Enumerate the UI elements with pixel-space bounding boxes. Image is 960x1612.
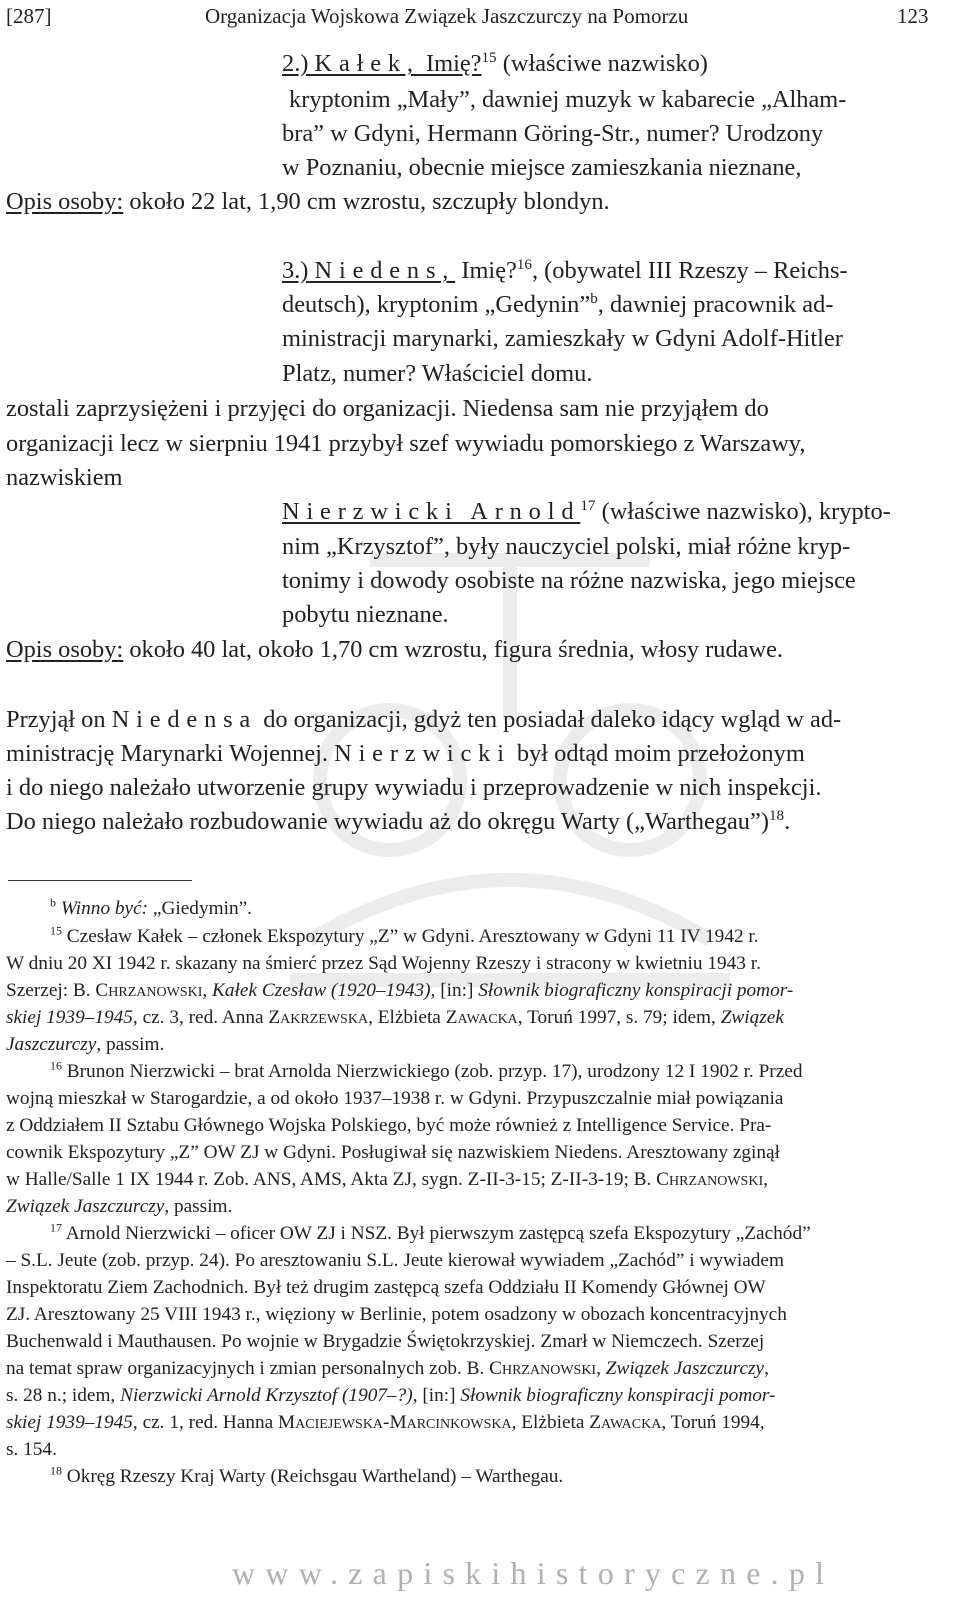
footnote-ref-18: 18: [768, 807, 785, 824]
entry-2-line-4: w Poznaniu, obecnie miejsce zamieszkania nieznane,: [282, 154, 802, 181]
footnote-separator: [8, 880, 192, 881]
footnote-ref-b: b: [590, 290, 598, 307]
footnote-17-line-1: $^{17}$ Arnold Nierzwicki – oficer OW ZJ i NSZ. Był pierwszym zastępcą szefa Ekspozytury „Zachód”: [50, 1220, 811, 1244]
paragraph-1-line-1: zostali zaprzysiężeni i przyjęci do organizacji. Niedensa sam nie przyjąłem do: [6, 395, 769, 422]
page-bracket-number: [287]: [6, 4, 52, 28]
footnote-17-line-5: Buchenwald i Mauthausen. Po wojnie w Brygadzie Świętokrzyskiej. Zmarł w Niemczech. Szerzej: [6, 1331, 765, 1352]
entry-2-line-1: 2.) Kałek, Imię?$^{15}$ (właściwe nazwisko): [282, 49, 708, 77]
footnote-17-line-2: – S.L. Jeute (zob. przyp. 24). Po aresztowaniu S.L. Jeute kierował wywiadem „Zachód” i wywiadem: [6, 1250, 784, 1271]
entry-3-line-4: Platz, numer? Właściciel domu.: [282, 360, 593, 387]
arnold-description: Opis osoby: około 40 lat, około 1,70 cm wzrostu, figura średnia, włosy rudawe.: [6, 636, 784, 663]
footnote-16-line-3: z Oddziałem II Sztabu Głównego Wojska Polskiego, być może również z Intelligence Service. Pra-: [6, 1115, 772, 1136]
footnote-ref-15: 15: [481, 49, 497, 66]
name-nierzwicki-arnold: Nierzwicki Arnold: [282, 498, 581, 525]
page-number: 123: [897, 4, 929, 28]
name-niedensa: Niedensa: [111, 706, 258, 733]
footnote-15-line-3: Szerzej: B. Chrzanowski, Kałek Czesław (1920–1943), [in:] Słownik biograficzny konspiracji pomor-: [6, 980, 794, 1001]
footnote-17-line-8: skiej 1939–1945, cz. 1, red. Hanna Maciejewska-Marcinkowska, Elżbieta Zawacka, Toruń 1994,: [6, 1412, 765, 1433]
footnote-16-line-5: w Halle/Salle 1 IX 1944 r. Zob. ANS, AMS, Akta ZJ, sygn. Z-II-3-15; Z-II-3-19; B. Chrzanowski,: [6, 1169, 768, 1190]
paragraph-2-line-1: Przyjął on Niedensa do organizacji, gdyż ten posiadał daleko idący wgląd w ad-: [6, 706, 842, 733]
footnote-15-line-4: skiej 1939–1945, cz. 3, red. Anna Zakrzewska, Elżbieta Zawacka, Toruń 1997, s. 79; idem, Związek: [6, 1007, 784, 1028]
footnote-15-line-2: W dniu 20 XI 1942 r. skazany na śmierć przez Sąd Wojenny Rzeszy i stracony w kwietniu 1943 r.: [6, 953, 761, 974]
footnote-16-line-1: $^{16}$ Brunon Nierzwicki – brat Arnolda Nierzwickiego (zob. przyp. 17), urodzony 12 I 1902 r. Przed: [50, 1058, 803, 1082]
website-footer: www.zapiskihistoryczne.pl: [232, 1555, 835, 1591]
entry-3-line-1: 3.) Niedens, Imię?$^{16}$, (obywatel III Rzeszy – Reichs-: [282, 256, 848, 284]
footnote-ref-17: 17: [580, 497, 596, 514]
opis-label: Opis osoby:: [6, 636, 124, 663]
footnote-18: $^{18}$ Okręg Rzeszy Kraj Warty (Reichsgau Wartheland) – Warthegau.: [50, 1463, 564, 1487]
arnold-line-3: tonimy i dowody osobiste na różne nazwiska, jego miejsce: [282, 567, 856, 594]
footnote-17-line-6: na temat spraw organizacyjnych i zmian personalnych zob. B. Chrzanowski, Związek Jaszczurczy,: [6, 1358, 769, 1379]
name-nierzwicki: Nierzwicki: [334, 740, 511, 767]
footnote-16-line-2: wojną mieszkał w Starogardzie, a od około 1937–1938 r. w Gdyni. Przypuszczalnie miał powiązania: [6, 1088, 784, 1109]
surname-kalek: Kałek,: [314, 50, 420, 77]
footnote-16-line-6: Związek Jaszczurczy, passim.: [6, 1196, 233, 1217]
footnote-16-line-4: cownik Ekspozytury „Z” OW ZJ w Gdyni. Posługiwał się nazwiskiem Niedens. Aresztowany zginął: [6, 1142, 780, 1163]
footnote-15-line-1: $^{15}$ Czesław Kałek – członek Ekspozytury „Z” w Gdyni. Aresztowany w Gdyni 11 IV 1942 r.: [50, 923, 759, 947]
entry-2-line-2: kryptonim „Mały”, dawniej muzyk w kabarecie „Alham-: [289, 86, 847, 113]
running-title: Organizacja Wojskowa Związek Jaszczurczy na Pomorzu: [205, 4, 689, 28]
paragraph-1-line-2: organizacji lecz w sierpniu 1941 przybył szef wywiadu pomorskiego z Warszawy,: [6, 430, 806, 457]
arnold-line-2: nim „Krzysztof”, były nauczyciel polski, miał różne kryp-: [282, 533, 851, 560]
footnote-b: $^b$ Winno być: „Giedymin”.: [50, 895, 252, 919]
surname-niedens: Niedens,: [314, 257, 456, 284]
footnote-17-line-4: ZJ. Aresztowany 25 VIII 1943 r., więziony w Berlinie, potem osadzony w obozach koncentracyjnych: [6, 1304, 787, 1325]
footnote-17-line-3: Inspektoratu Ziem Zachodnich. Był też drugim zastępcą szefa Oddziału II Komendy Głównej OW: [6, 1277, 766, 1298]
footnote-ref-16: 16: [516, 256, 532, 273]
arnold-line-1: Nierzwicki Arnold$^{17}$ (właściwe nazwisko), krypto-: [282, 497, 891, 525]
paragraph-1-line-3: nazwiskiem: [6, 464, 123, 491]
footnote-15-line-5: Jaszczurczy, passim.: [6, 1034, 165, 1055]
footnote-17-line-7: s. 28 n.; idem, Nierzwicki Arnold Krzysztof (1907–?), [in:] Słownik biograficzny konspiracji pomor-: [6, 1385, 776, 1406]
arnold-line-4: pobytu nieznane.: [282, 601, 449, 628]
entry-2-line-3: bra” w Gdyni, Hermann Göring-Str., numer? Urodzony: [282, 120, 824, 147]
entry-3-line-2: deutsch), kryptonim „Gedynin”$^b$, dawniej pracownik ad-: [282, 290, 834, 318]
opis-label: Opis osoby:: [6, 188, 124, 215]
entry-2-description: Opis osoby: około 22 lat, 1,90 cm wzrostu, szczupły blondyn.: [6, 188, 610, 215]
entry-3-line-3: ministracji marynarki, zamieszkały w Gdyni Adolf-Hitler: [282, 325, 843, 352]
paragraph-2-line-3: i do niego należało utworzenie grupy wywiadu i przeprowadzenie w nich inspekcji.: [6, 774, 822, 801]
paragraph-2-line-2: ministrację Marynarki Wojennej. Nierzwicki był odtąd moim przełożonym: [6, 740, 805, 767]
footnote-17-line-9: s. 154.: [6, 1439, 57, 1460]
paragraph-2-line-4: Do niego należało rozbudowanie wywiadu aż do okręgu Warty („Warthegau”)$^{18}$.: [6, 807, 791, 835]
